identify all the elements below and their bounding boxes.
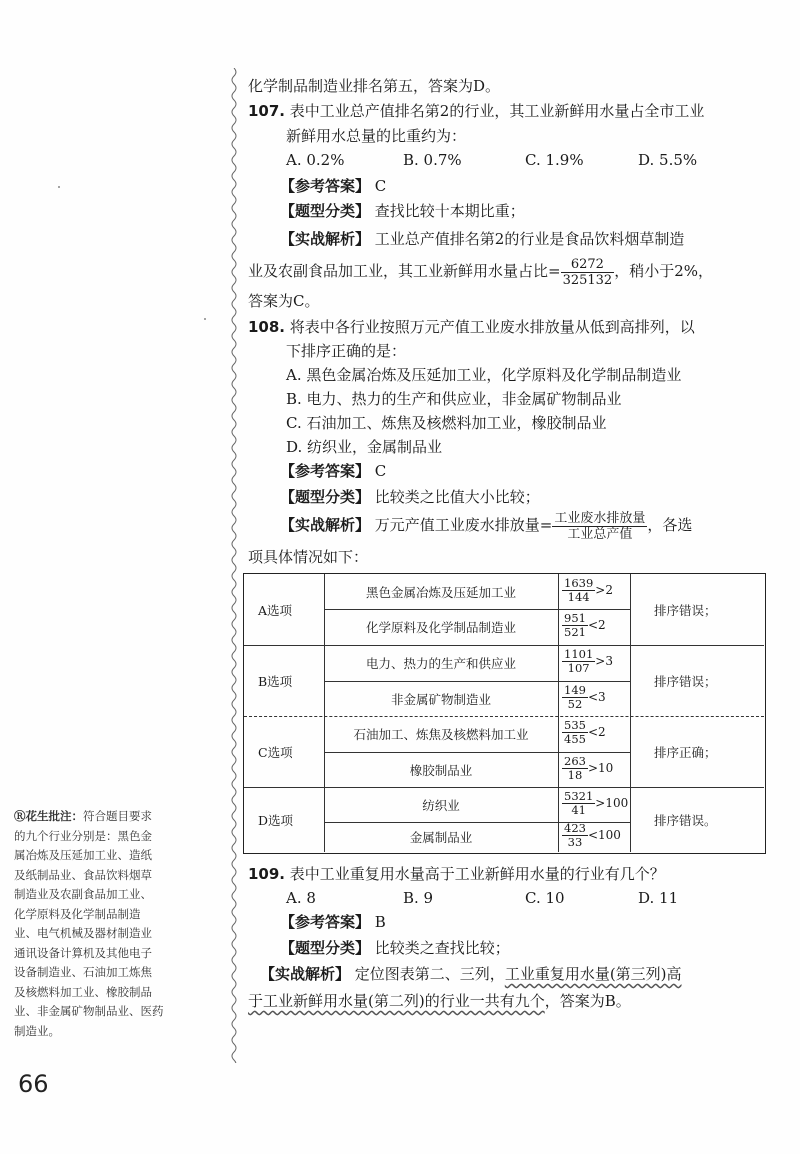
q109-type: 比较类之查找比较； <box>374 939 510 957</box>
q108-frac-num: 工业废水排放量 <box>554 510 646 526</box>
table-ratio-den: 52 <box>567 696 583 711</box>
table-ratio-fraction <box>562 755 588 782</box>
q107-option-d: D. 5.5% <box>638 151 698 169</box>
table-option-label: D选项 <box>258 812 294 828</box>
table-ratio <box>562 648 613 675</box>
q108-type: 比较类之比值大小比较； <box>374 488 540 506</box>
q108-stem-line1: 将表中各行业按照万元产值工业废水排放量从低到高排列，以 <box>289 318 695 336</box>
table-divider <box>244 645 764 646</box>
table-ratio-num: 1639 <box>564 575 594 590</box>
table-industry: 电力、热力的生产和供应业 <box>365 656 516 671</box>
q109-analysis-emph1: 工业重复用水量(第三列)高 <box>504 965 682 983</box>
q107-fraction <box>561 257 615 288</box>
q108-analysis-line1 <box>280 510 692 542</box>
q107-frac-num: 6272 <box>561 257 615 273</box>
q107-answer: C <box>374 177 387 195</box>
q109-analysis-post: ，答案为B。 <box>544 992 631 1010</box>
q109-options <box>286 888 678 908</box>
table-ratio-fraction <box>562 684 588 711</box>
table-ratio-compare: >2 <box>595 582 613 597</box>
table-verdict: 排序错误； <box>654 602 717 618</box>
q107-answer-line <box>280 176 386 196</box>
q107-analysis-post: ，稍小于2%， <box>614 262 714 280</box>
side-note-line: 制造业及农副食品加工业、 <box>14 887 152 901</box>
answer-tag: 【参考答案】 <box>280 177 371 195</box>
q107-type-line <box>280 201 525 221</box>
table-ratio-compare: <100 <box>587 828 621 842</box>
q109-stem-text: 表中工业重复用水量高于工业新鲜用水量的行业有几个？ <box>289 865 665 883</box>
q107-option-b: B. 0.7% <box>403 151 462 169</box>
q108-type-line <box>280 487 540 507</box>
analysis-tag: 【实战解析】 <box>280 230 371 248</box>
table-ratio-compare: <2 <box>587 725 606 739</box>
table-ratio <box>562 684 606 711</box>
q107-analysis-pre: 业及农副食品加工业，其工业新鲜用水量占比= <box>248 262 561 280</box>
table-divider <box>558 574 559 852</box>
q109-answer-line <box>280 912 386 932</box>
q108-option-d: D. 纺织业，金属制品业 <box>286 438 443 456</box>
table-option-label: A选项 <box>258 602 293 618</box>
q109-option-c: C. 10 <box>525 889 565 907</box>
q107-analysis-text1: 工业总产值排名第2的行业是食品饮料烟草制造 <box>374 230 685 248</box>
q109-number: 109. <box>248 865 286 883</box>
table-ratio-fraction <box>562 719 588 746</box>
side-note-line: 属冶炼及压延加工业、造纸 <box>14 848 152 862</box>
side-note-label: 花生批注： <box>25 809 83 823</box>
q109-option-d: D. 11 <box>638 889 679 907</box>
q107-stem <box>248 101 704 121</box>
table-ratio <box>562 719 606 746</box>
table-ratio-fraction <box>562 648 595 675</box>
q108-answer: C <box>374 462 387 480</box>
scan-speck <box>58 186 60 188</box>
q108-option-c: C. 石油加工、炼焦及核燃料加工业，橡胶制品业 <box>286 414 607 432</box>
side-note-line: 及核燃料加工业、橡胶制品 <box>14 984 152 999</box>
side-note-line: 通讯设备计算机及其他电子 <box>14 945 152 960</box>
q107-analysis-line2 <box>248 256 713 288</box>
table-divider <box>630 574 631 852</box>
table-divider <box>324 681 630 682</box>
table-ratio-compare: >3 <box>595 654 613 668</box>
q109-analysis-line2 <box>248 991 631 1011</box>
table-divider <box>244 787 764 788</box>
type-tag: 【题型分类】 <box>280 939 371 957</box>
wavy-margin-rule <box>230 68 238 1063</box>
side-note-line: 化学原料及化学制品制造 <box>14 906 141 921</box>
table-ratio-num: 535 <box>564 718 586 732</box>
table-ratio-fraction <box>562 822 588 849</box>
table-ratio-compare: >100 <box>595 795 629 810</box>
analysis-tag: 【实战解析】 <box>280 516 371 534</box>
table-option-label: B选项 <box>258 673 293 689</box>
q107-stem-line1: 表中工业总产值排名第2的行业，其工业新鲜用水量占全市工业 <box>289 102 705 120</box>
table-ratio-den: 144 <box>567 589 590 604</box>
table-ratio <box>562 790 628 817</box>
table-ratio-den: 33 <box>567 835 583 849</box>
table-ratio-num: 149 <box>564 682 586 697</box>
prev-answer-tail: 化学制品制造业排名第五，答案为D。 <box>248 77 501 95</box>
table-industry: 黑色金属冶炼及压延加工业 <box>365 584 516 600</box>
table-verdict: 排序错误。 <box>654 812 717 828</box>
table-industry: 橡胶制品业 <box>409 762 473 778</box>
answer-tag: 【参考答案】 <box>280 462 371 480</box>
table-ratio-num: 263 <box>564 753 586 768</box>
q109-option-b: B. 9 <box>403 889 434 907</box>
table-divider <box>324 752 630 753</box>
q107-analysis-line3: 答案为C。 <box>248 292 320 310</box>
q108-frac-den: 工业总产值 <box>567 526 633 542</box>
side-note-body <box>14 809 164 1038</box>
table-ratio-compare: <3 <box>587 689 606 704</box>
table-ratio <box>562 822 621 849</box>
table-verdict: 排序错误； <box>654 673 717 689</box>
q107-options <box>286 150 697 170</box>
q108-analysis-table <box>243 573 766 854</box>
answer-tag: 【参考答案】 <box>280 913 371 931</box>
table-ratio <box>562 612 606 639</box>
table-divider <box>324 609 630 610</box>
q109-analysis-line1 <box>260 964 682 984</box>
table-ratio-den: 455 <box>564 732 586 746</box>
analysis-tag: 【实战解析】 <box>260 965 351 983</box>
table-ratio-num: 951 <box>564 611 586 625</box>
table-ratio <box>562 577 613 604</box>
table-option-label: C选项 <box>258 744 293 760</box>
side-note-line: 制造业。 <box>14 1023 60 1038</box>
side-note-line: 符合题目要求 <box>83 809 152 823</box>
q107-type: 查找比较十本期比重； <box>374 202 525 220</box>
table-ratio-num: 5321 <box>564 788 594 803</box>
table-ratio-den: 521 <box>564 625 586 639</box>
table-ratio-fraction <box>562 612 588 639</box>
table-divider <box>244 716 764 717</box>
q109-answer: B <box>374 913 386 931</box>
page-number: 66 <box>18 1070 49 1098</box>
type-tag: 【题型分类】 <box>280 488 371 506</box>
table-ratio <box>562 755 613 782</box>
table-ratio-den: 41 <box>571 802 586 817</box>
q107-option-a: A. 0.2% <box>286 151 345 169</box>
scan-speck <box>204 318 206 320</box>
q108-option-b: B. 电力、热力的生产和供应业，非金属矿物制品业 <box>286 390 622 408</box>
q107-stem-line2: 新鲜用水总量的比重约为： <box>286 127 467 145</box>
table-industry: 化学原料及化学制品制造业 <box>365 620 516 635</box>
table-ratio-num: 1101 <box>564 647 594 661</box>
q108-analysis-line2: 项具体情况如下： <box>248 548 369 566</box>
table-industry: 石油加工、炼焦及核燃料加工业 <box>353 727 529 742</box>
table-ratio-num: 423 <box>564 821 586 835</box>
side-annotation <box>14 807 220 1041</box>
table-verdict: 排序正确； <box>654 744 717 760</box>
table-ratio-fraction <box>562 790 595 817</box>
q108-analysis-pre: 万元产值工业废水排放量= <box>374 516 553 534</box>
table-ratio-compare: >10 <box>587 760 614 775</box>
q108-number: 108. <box>248 318 286 336</box>
q107-number: 107. <box>248 102 286 120</box>
q109-analysis-pre: 定位图表第二、三列， <box>354 965 505 983</box>
table-industry: 纺织业 <box>422 797 460 813</box>
q108-stem-line2: 下排序正确的是： <box>286 342 407 360</box>
q107-frac-den: 325132 <box>562 272 613 288</box>
q108-stem <box>248 317 695 337</box>
q108-option-a: A. 黑色金属冶炼及压延加工业，化学原料及化学制品制造业 <box>286 366 682 384</box>
table-industry: 非金属矿物制造业 <box>390 691 491 707</box>
q109-analysis-emph2: 于工业新鲜用水量(第二列)的行业一共有九个 <box>248 992 545 1010</box>
q109-stem <box>248 864 665 884</box>
side-note-line: 业、电气机械及器材制造业 <box>14 926 152 940</box>
q108-fraction <box>552 511 647 542</box>
table-ratio-compare: <2 <box>587 618 606 632</box>
table-ratio-den: 107 <box>567 661 590 675</box>
q108-analysis-post: ，各选 <box>647 516 693 534</box>
q109-type-line <box>280 938 510 958</box>
q108-answer-line <box>280 461 386 481</box>
table-ratio-fraction <box>562 577 595 604</box>
q107-analysis-line1 <box>280 229 684 249</box>
table-ratio-den: 18 <box>567 767 583 782</box>
side-note-line: 设备制造业、石油加工炼焦 <box>14 965 152 979</box>
table-industry: 金属制品业 <box>409 830 473 845</box>
q107-option-c: C. 1.9% <box>525 151 584 169</box>
q109-option-a: A. 8 <box>286 889 316 907</box>
side-note-line: 的九个行业分别是：黑色金 <box>14 828 152 843</box>
side-note-line: 及纸制品业、食品饮料烟草 <box>14 867 152 882</box>
side-note-line: 业、非金属矿物制品业、医药 <box>14 1004 164 1018</box>
type-tag: 【题型分类】 <box>280 202 371 220</box>
note-icon: Ⓡ <box>14 809 26 823</box>
